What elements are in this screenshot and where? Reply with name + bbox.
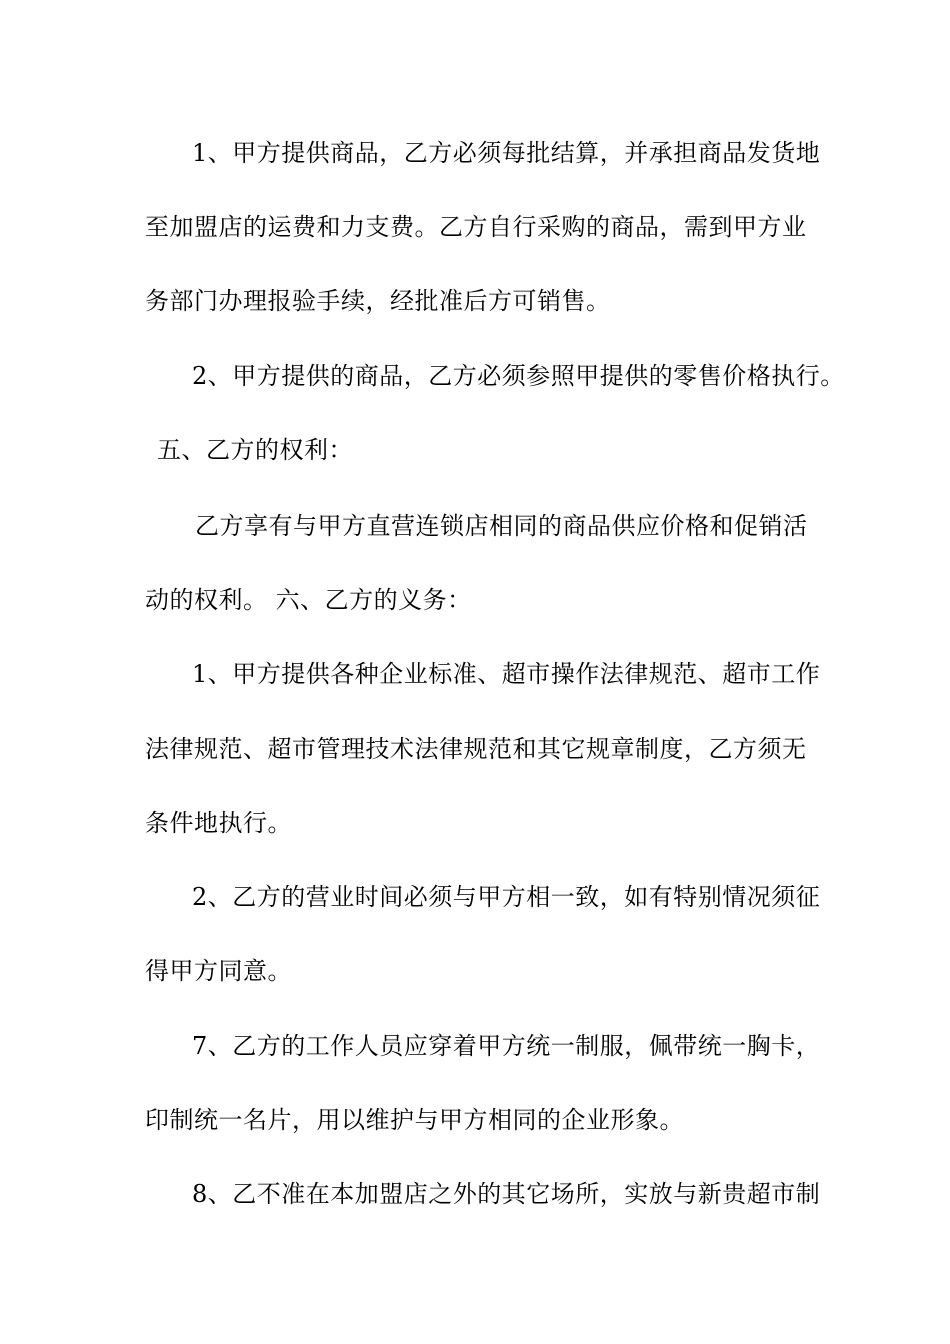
section-heading: 五、乙方的权利： <box>157 436 353 464</box>
paragraph-line: 至加盟店的运费和力支费。乙方自行采购的商品，需到甲方业 <box>145 213 807 241</box>
paragraph-line: 印制统一名片，用以维护与甲方相同的企业形象。 <box>145 1106 684 1134</box>
paragraph-line: 条件地执行。 <box>145 809 292 837</box>
paragraph-line: 乙方享有与甲方直营连锁店相同的商品供应价格和促销活 <box>195 512 808 540</box>
paragraph-line: 1、甲方提供商品，乙方必须每批结算，并承担商品发货地 <box>192 139 821 167</box>
paragraph-line: 8、乙不准在本加盟店之外的其它场所，实放与新贵超市制 <box>192 1180 821 1208</box>
paragraph-line: 法律规范、超市管理技术法律规范和其它规章制度，乙方须无 <box>145 735 807 763</box>
paragraph-line: 得甲方同意。 <box>145 957 292 985</box>
paragraph-line: 7、乙方的工作人员应穿着甲方统一制服，佩带统一胸卡， <box>192 1032 821 1060</box>
paragraph-line: 1、甲方提供各种企业标准、超市操作法律规范、超市工作 <box>192 660 821 688</box>
paragraph-line: 2、乙方的营业时间必须与甲方相一致，如有特别情况须征 <box>192 883 821 911</box>
paragraph-line: 务部门办理报验手续，经批准后方可销售。 <box>145 287 611 315</box>
paragraph-line: 动的权利。 六、乙方的义务： <box>145 586 472 614</box>
paragraph-line: 2、甲方提供的商品，乙方必须参照甲提供的零售价格执行。 <box>192 362 845 390</box>
